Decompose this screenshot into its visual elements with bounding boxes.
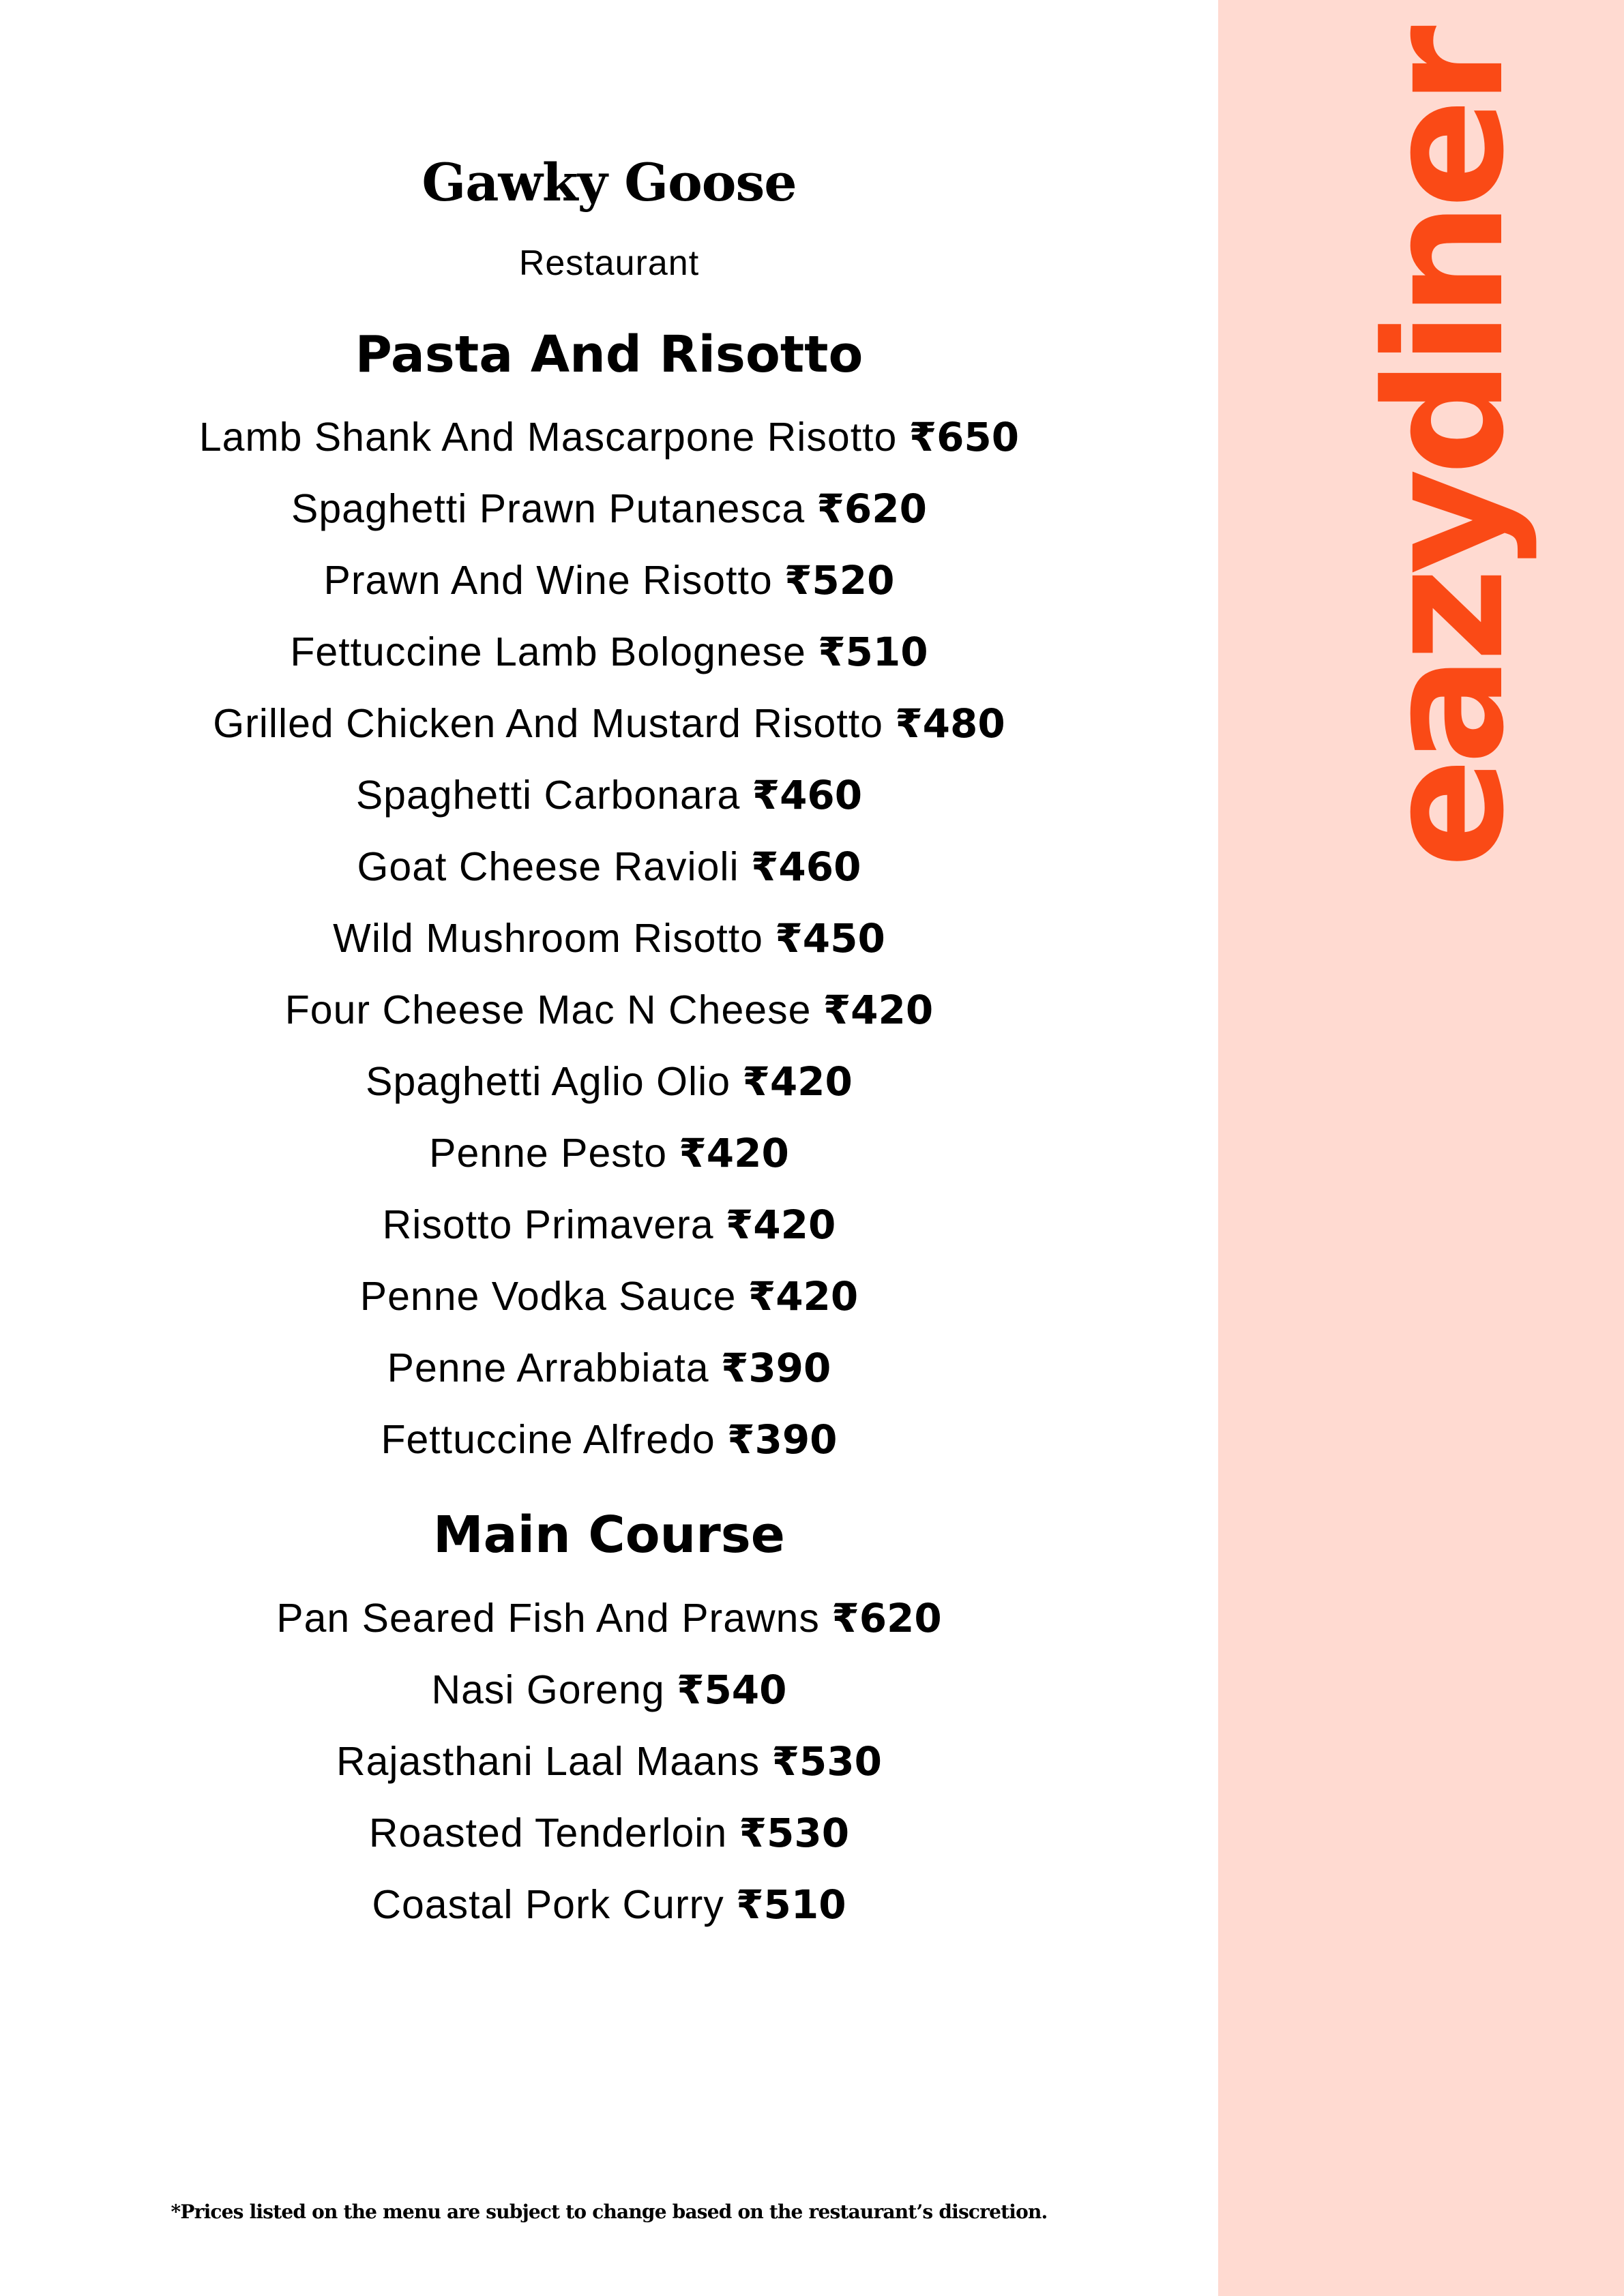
menu-item [0, 1122, 1218, 1184]
price-disclaimer: *Prices listed on the menu are subject to change based on the restaurant’s discretion. [171, 2201, 1048, 2223]
menu-item-price: ₹530 [771, 1738, 883, 1785]
menu-item-name: Lamb Shank And Mascarpone Risotto [198, 415, 898, 460]
menu-item-name: Risotto Primavera [382, 1202, 714, 1247]
menu-item-name: Spaghetti Carbonara [355, 773, 741, 818]
menu-item-name: Prawn And Wine Risotto [323, 558, 773, 603]
menu-item [0, 1337, 1218, 1399]
menu-item-name: Four Cheese Mac N Cheese [284, 987, 812, 1032]
menu-item [0, 764, 1218, 826]
menu-item-name: Grilled Chicken And Mustard Risotto [213, 701, 883, 746]
menu-item [0, 621, 1218, 683]
menu-item-price: ₹420 [823, 987, 934, 1033]
menu-item-name: Spaghetti Prawn Putanesca [291, 486, 806, 531]
menu-item-price: ₹510 [736, 1881, 846, 1928]
menu-item-name: Roasted Tenderloin [368, 1810, 728, 1855]
menu-item [0, 1409, 1218, 1470]
menu-item-price: ₹540 [677, 1667, 787, 1713]
menu-item-name: Penne Pesto [429, 1131, 668, 1176]
menu-item-price: ₹420 [725, 1202, 836, 1248]
menu-item-price: ₹390 [727, 1416, 838, 1463]
section-heading: Main Course [433, 1506, 785, 1564]
menu-item-price: ₹420 [679, 1130, 789, 1176]
menu-item [0, 1802, 1218, 1864]
menu-item [0, 693, 1218, 754]
menu-item [0, 1731, 1218, 1792]
section-heading: Pasta And Risotto [355, 325, 863, 384]
menu-item [0, 979, 1218, 1041]
menu-item-price: ₹520 [784, 557, 895, 603]
menu-item-price: ₹650 [909, 414, 1020, 460]
menu-item-name: Pan Seared Fish And Prawns [276, 1596, 820, 1641]
menu-item-name: Coastal Pork Curry [372, 1882, 724, 1927]
menu-item-price: ₹510 [818, 629, 928, 675]
menu-item-price: ₹530 [739, 1810, 850, 1856]
menu-item-name: Goat Cheese Ravioli [357, 844, 739, 889]
restaurant-type: Restaurant [518, 243, 700, 283]
menu-item-name: Fettuccine Lamb Bolognese [290, 629, 806, 674]
menu-item [0, 406, 1218, 468]
menu-item [0, 1587, 1218, 1649]
menu-item [0, 1266, 1218, 1327]
menu-item-price: ₹420 [748, 1273, 859, 1320]
menu-item-name: Penne Vodka Sauce [359, 1274, 737, 1319]
menu-item [0, 908, 1218, 969]
menu-item-price: ₹460 [752, 772, 863, 818]
menu-item [0, 478, 1218, 539]
menu-item [0, 1051, 1218, 1112]
menu-item-name: Spaghetti Aglio Olio [366, 1059, 731, 1104]
menu-item [0, 1874, 1218, 1935]
menu-item-name: Fettuccine Alfredo [381, 1417, 715, 1462]
menu-item-price: ₹620 [816, 486, 927, 532]
menu-item-name: Penne Arrabbiata [387, 1345, 709, 1390]
menu-item-price: ₹450 [775, 915, 885, 961]
menu-item-price: ₹460 [751, 844, 861, 890]
menu-item-price: ₹480 [895, 700, 1005, 747]
menu-item [0, 1194, 1218, 1255]
menu-item [0, 1659, 1218, 1720]
menu-item-price: ₹390 [720, 1345, 831, 1391]
menu-item-name: Nasi Goreng [431, 1667, 665, 1712]
menu-item-price: ₹420 [742, 1058, 853, 1105]
menu-item-name: Rajasthani Laal Maans [336, 1739, 761, 1784]
menu-item-name: Wild Mushroom Risotto [333, 916, 763, 961]
menu-item [0, 836, 1218, 897]
restaurant-name: Gawky Goose [422, 152, 797, 213]
menu-item [0, 550, 1218, 611]
eazydiner-logo: eazydiner [1351, 32, 1540, 868]
menu-item-price: ₹620 [831, 1595, 942, 1641]
